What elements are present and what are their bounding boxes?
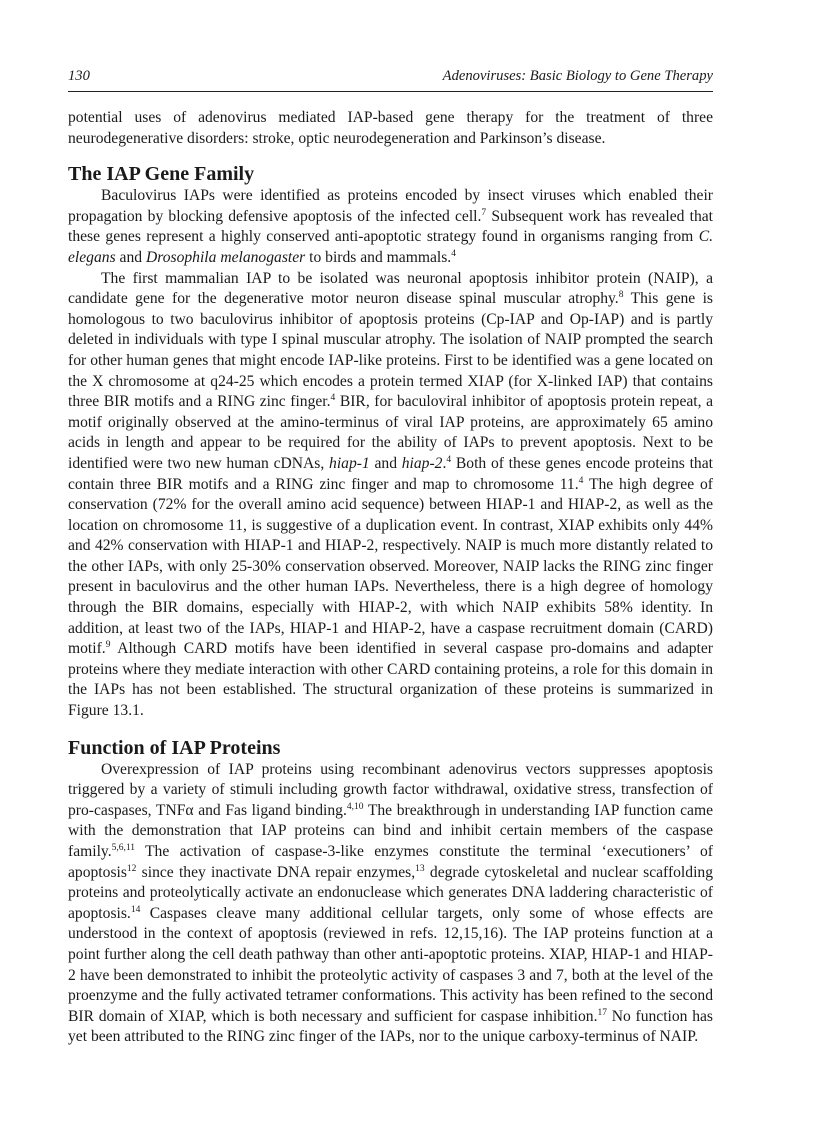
paragraph-mammalian-iap: The first mammalian IAP to be isolated was neuronal apoptosis inhibitor protein (NAIP), a candidate gene for the degenerative motor neuron disease spinal muscular atrophy.$^8$ This gene is homologous to two baculovirus inhibitor of apoptosis proteins (Cp-IAP and Op-IAP) and is partly deleted in individuals with type I spinal muscular atrophy. The isolation of NAIP prompted the search for other human genes that might encode IAP-like proteins. First to be identified was a gene located on the X chromosome at q24-25 which encodes a protein termed XIAP (for X-linked IAP) that contains three BIR motifs and a RING zinc finger.$^4$ BIR, for baculoviral inhibitor of apoptosis protein repeat, a motif originally observed at the amino-terminus of viral IAP proteins, are approximately 65 amino acids in length and appear to be required for the ability of IAPs to prevent apoptosis. Next to be identified were two new human cDNAs, hiap-1 and hiap-2.$^4$ Both of these genes encode proteins that contain three BIR motifs and a RING zinc finger and map to chromosome 11.$^4$ The high degree of conservation (72% for the overall amino acid sequence) between HIAP-1 and HIAP-2, as well as the location on chromosome 11, is suggestive of a duplication event. In contrast, XIAP exhibits only 44% and 42% conservation with HIAP-1 and HIAP-2, respectively. NAIP is much more distantly related to the other IAPs, with only 25-30% conservation observed. Moreover, NAIP lacks the RING zinc finger present in baculovirus and the other human IAPs. Nevertheless, there is a high degree of homology through the BIR domains, especially with HIAP-2, with which NAIP exhibits 58% identity. In addition, at least two of the IAPs, HIAP-1 and HIAP-2, have a caspase recruitment domain (CARD) motif.$^9$ Although CARD motifs have been identified in several caspase pro-domains and adapter proteins where they mediate interaction with other CARD containing proteins, a role for this domain in the IAPs has not been established. The structural organization of these proteins is summarized in Figure 13.1. <box>68 269 713 720</box>
gene-name: hiap-1 <box>329 454 370 472</box>
citation: 4 <box>330 393 336 404</box>
body-text <box>68 108 713 1048</box>
citation: 4 <box>451 248 456 259</box>
running-title: Adenoviruses: Basic Biology to Gene Therapy <box>442 68 713 84</box>
running-header <box>68 68 713 90</box>
citation: 14 <box>130 904 141 915</box>
paragraph-iap-function: Overexpression of IAP proteins using recombinant adenovirus vectors suppresses apoptosis triggered by a variety of stimuli including growth factor withdrawal, oxidative stress, transfection of pro-caspases, TNFα and Fas ligand binding.$^{4,10}$ The breakthrough in understanding IAP function came with the demonstration that IAP proteins can bind and inhibit certain members of the caspase family.$^{5,6,11}$ The activation of caspase-3-like enzymes constitute the terminal ‘executioners’ of apoptosis$^{12}$ since they inactivate DNA repair enzymes,$^{13}$ degrade cytoskeletal and nuclear scaffolding proteins and proteolytically activate an endonuclease which generates DNA laddering characteristic of apoptosis.$^{14}$ Caspases cleave many additional cellular targets, only some of whose effects are understood in the context of apoptosis (reviewed in refs. 12,15,16). The IAP proteins function at a point further along the cell death pathway than other anti-apoptotic proteins. XIAP, HIAP-1 and HIAP-2 have been demonstrated to inhibit the proteolytic activity of caspases 3 and 7, both at the level of the proenzyme and the fully activated tetramer conformations. This activity has been refined to the second BIR domain of XIAP, which is both necessary and sufficient for caspase inhibition.$^{17}$ No function has yet been attributed to the RING zinc finger of the IAPs, nor to the unique carboxy-terminus of NAIP. <box>68 760 713 1046</box>
species-name: C. elegans <box>68 228 713 266</box>
section-heading-function-of-iap: Function of IAP Proteins <box>68 736 281 759</box>
citation: 13 <box>415 863 425 874</box>
citation: 8 <box>618 290 624 301</box>
citation: 4,10 <box>346 801 364 812</box>
citation: 4 <box>446 454 452 465</box>
paragraph-baculovirus: Baculovirus IAPs were identified as proteins encoded by insect viruses which enabled their propagation by blocking defensive apoptosis of the infected cell.$^7$ Subsequent work has revealed that these genes represent a highly conserved anti-apoptotic strategy found in organisms ranging from C. elegans and Drosophila melanogaster to birds and mammals.$^4$ <box>68 187 713 266</box>
page-number: 130 <box>68 68 90 84</box>
section-heading-iap-gene-family: The IAP Gene Family <box>68 163 255 186</box>
citation: 17 <box>597 1007 607 1018</box>
citation: 5,6,11 <box>111 843 135 853</box>
species-name: Drosophila melanogaster <box>145 248 306 266</box>
citation: 7 <box>481 207 487 218</box>
citation: 12 <box>126 863 137 874</box>
gene-name: hiap-2 <box>401 454 443 472</box>
citation: 9 <box>105 640 111 651</box>
intro-paragraph: potential uses of adenovirus mediated IAP-based gene therapy for the treatment of three neurodegenerative disorders: stroke, optic neurodegeneration and Parkinson’s disease. <box>68 109 713 147</box>
citation: 4 <box>578 475 584 486</box>
header-rule <box>68 91 713 92</box>
